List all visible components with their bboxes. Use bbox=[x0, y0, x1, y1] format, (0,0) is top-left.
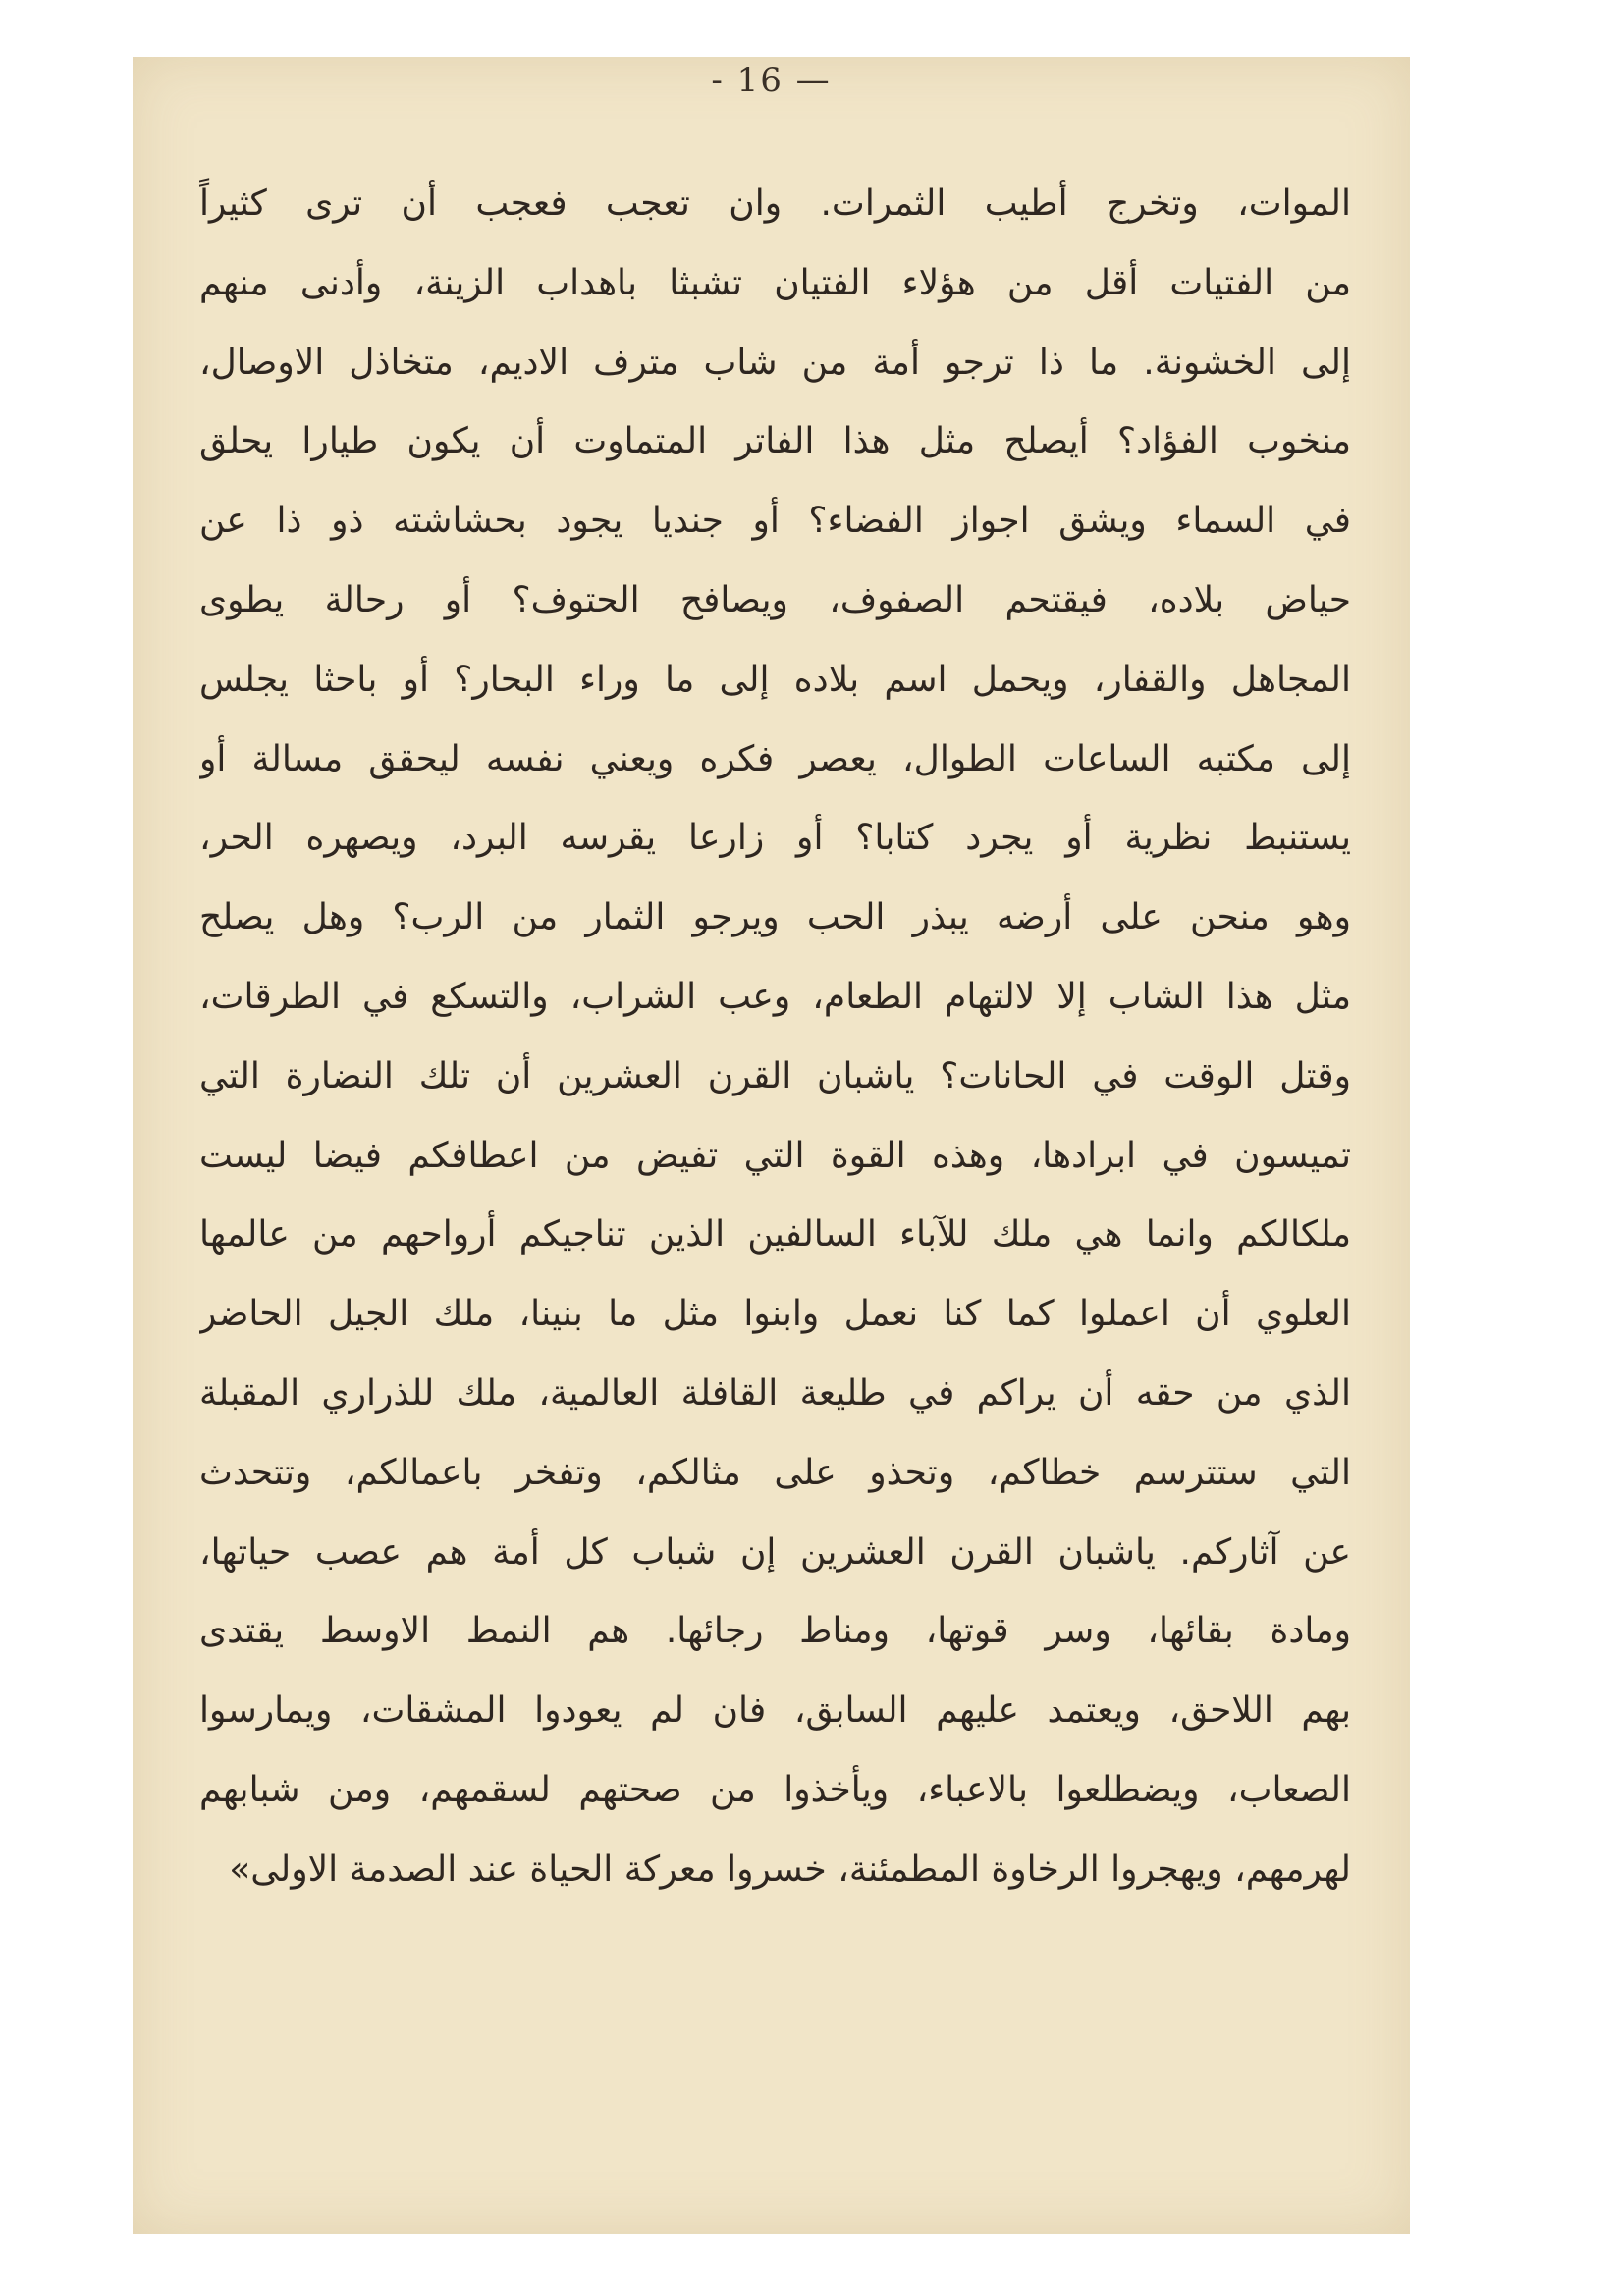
text-line: إلى الخشونة. ما ذا ترجو أمة من شاب مترف الاديم، متخاذل الاوصال، bbox=[199, 342, 1351, 383]
text-line: من الفتيات أقل من هؤلاء الفتيان تشبثا باهداب الزينة، وأدنى منهم bbox=[199, 262, 1351, 303]
text-line: في السماء ويشق اجواز الفضاء؟ أو جنديا يجود بحشاشته ذو ذا عن bbox=[199, 501, 1351, 542]
text-line: تميسون في ابرادها، وهذه القوة التي تفيض من اعطافكم فيضا ليست bbox=[199, 1135, 1351, 1176]
text-line: العلوي أن اعملوا كما كنا نعمل وابنوا مثل ما بنينا، ملك الجيل الحاضر bbox=[199, 1294, 1351, 1335]
text-line: الصعاب، ويضطلعوا بالاعباء، ويأخذوا من صحتهم لسقمهم، ومن شبابهم bbox=[199, 1769, 1351, 1810]
text-line: وهو منحن على أرضه يبذر الحب ويرجو الثمار من الرب؟ وهل يصلح bbox=[199, 897, 1351, 938]
text-line: مثل هذا الشاب إلا لالتهام الطعام، وعب الشراب، والتسكع في الطرقات، bbox=[199, 976, 1351, 1017]
text-line: ومادة بقائها، وسر قوتها، ومناط رجائها. هم النمط الاوسط يقتدى bbox=[199, 1611, 1351, 1652]
body-text bbox=[199, 165, 1351, 1910]
text-line: بهم اللاحق، ويعتمد عليهم السابق، فان لم يعودوا المشقات، ويمارسوا bbox=[199, 1690, 1351, 1732]
text-line: الذي من حقه أن يراكم في طليعة القافلة العالمية، ملك للذراري المقبلة bbox=[199, 1372, 1351, 1414]
text-line: المجاهل والقفار، ويحمل اسم بلاده إلى ما وراء البحار؟ أو باحثا يجلس bbox=[199, 659, 1351, 700]
text-line: إلى مكتبه الساعات الطوال، يعصر فكره ويعني نفسه ليحقق مسالة أو bbox=[199, 738, 1351, 779]
text-line: منخوب الفؤاد؟ أيصلح مثل هذا الفاتر المتماوت أن يكون طيارا يحلق bbox=[199, 421, 1351, 462]
text-line: عن آثاركم. ياشبان القرن العشرين إن شباب كل أمة هم عصب حياتها، bbox=[199, 1531, 1351, 1573]
text-line: الموات، وتخرج أطيب الثمرات. وان تعجب فعجب أن ترى كثيراً bbox=[199, 184, 1351, 224]
text-line: التي ستترسم خطاكم، وتحذو على مثالكم، وتفخر باعمالكم، وتتحدث bbox=[199, 1452, 1351, 1493]
text-line: حياض بلاده، فيقتحم الصفوف، ويصافح الحتوف؟ أو رحالة يطوى bbox=[199, 579, 1351, 620]
text-line: وقتل الوقت في الحانات؟ ياشبان القرن العشرين أن تلك النضارة التي bbox=[199, 1055, 1351, 1096]
text-line: ملكالكم وانما هي ملك للآباء السالفين الذين تناجيكم أرواحهم من عالمها bbox=[199, 1214, 1351, 1255]
page-number: - 16 — bbox=[711, 61, 832, 100]
text-line: لهرمهم، ويهجروا الرخاوة المطمئنة، خسروا معركة الحياة عند الصدمة الاولى» bbox=[229, 1848, 1351, 1890]
document-page bbox=[133, 57, 1410, 2234]
text-line: يستنبط نظرية أو يجرد كتابا؟ أو زارعا يقرسه البرد، ويصهره الحر، bbox=[199, 818, 1351, 859]
